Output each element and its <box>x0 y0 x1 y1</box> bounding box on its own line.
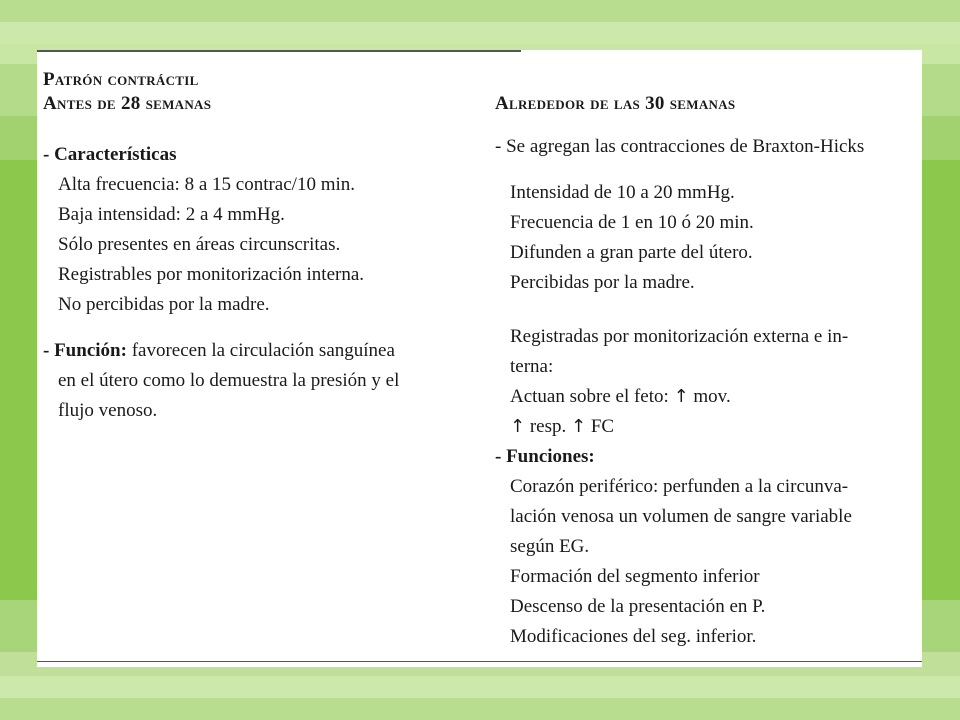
function-text: flujo venoso. <box>58 400 158 421</box>
characteristic-item: Baja intensidad: 2 a 4 mmHg. <box>58 204 285 225</box>
function-label: - Función: <box>43 340 127 361</box>
characteristics-title: - Características <box>43 144 177 165</box>
braxton-item: Frecuencia de 1 en 10 ó 20 min. <box>510 212 754 233</box>
fetal-effects <box>495 382 920 412</box>
arrow-up-icon: ↑ <box>673 386 689 407</box>
characteristic-item: Alta frecuencia: 8 a 15 contrac/10 min. <box>58 174 356 195</box>
heading-around-30-weeks: Alrededor de las 30 semanas <box>495 93 736 114</box>
registered-text: Registradas por monitorización externa e in- <box>510 326 849 347</box>
characteristic-item: Registrables por monitorización interna. <box>58 264 365 285</box>
braxton-hicks-intro: - Se agregan las contracciones de Braxton-Hicks <box>495 136 865 157</box>
braxton-item: Percibidas por la madre. <box>510 272 695 293</box>
function-text: en el útero como lo demuestra la presión y el <box>58 370 400 391</box>
function-item: lación venosa un volumen de sangre variable <box>510 506 852 527</box>
background-band <box>0 698 960 720</box>
braxton-item: Intensidad de 10 a 20 mmHg. <box>510 182 735 203</box>
characteristic-item: No percibidas por la madre. <box>58 294 270 315</box>
arrow-up-icon: ↑ <box>571 416 587 437</box>
mov-text: mov. <box>688 386 731 407</box>
fc-text: FC <box>586 416 615 437</box>
top-rule <box>37 50 521 52</box>
background-band <box>0 22 960 44</box>
fetal-effects-label: Actuan sobre el feto: <box>510 386 674 407</box>
function-paragraph <box>43 336 473 366</box>
function-item: Formación del segmento inferior <box>510 566 760 587</box>
functions-title: - Funciones: <box>495 446 595 467</box>
function-text: favorecen la circulación sanguínea <box>131 340 395 361</box>
document-slide <box>37 50 922 667</box>
function-item: según EG. <box>510 536 590 557</box>
left-column <box>43 68 473 426</box>
function-item: Corazón periférico: perfunden a la circunva- <box>510 476 849 497</box>
function-item: Descenso de la presentación en P. <box>510 596 766 617</box>
braxton-item: Difunden a gran parte del útero. <box>510 242 753 263</box>
characteristic-item: Sólo presentes en áreas circunscritas. <box>58 234 341 255</box>
fetal-effects <box>495 412 920 442</box>
registered-text: terna: <box>510 356 554 377</box>
bottom-rule <box>37 661 922 663</box>
background-band <box>0 676 960 698</box>
arrow-up-icon: ↑ <box>510 416 526 437</box>
heading-before-28-weeks: Antes de 28 semanas <box>43 93 212 114</box>
heading-contractile-pattern: Patrón contráctil <box>43 69 199 90</box>
background-band <box>0 0 960 22</box>
function-item: Modificaciones del seg. inferior. <box>510 626 757 647</box>
right-column <box>495 92 920 652</box>
resp-text: resp. <box>525 416 571 437</box>
